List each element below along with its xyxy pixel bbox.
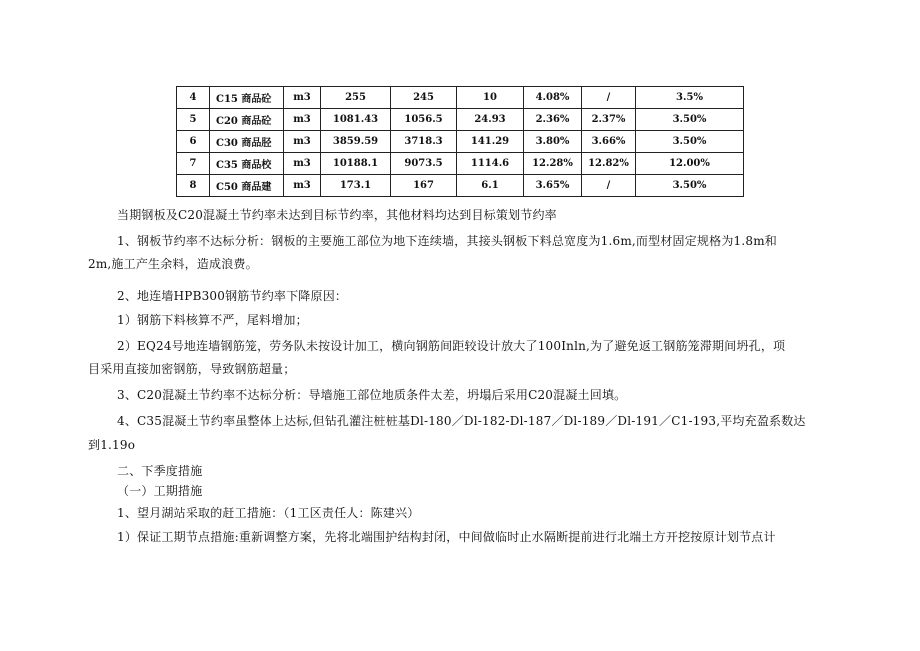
c20-analysis: 3、C20混凝土节约率不达标分析：导墙施工部位地质条件太差，坍塌后采用C20混凝土回填。 bbox=[117, 388, 627, 402]
table-cell: 3.66% bbox=[582, 131, 636, 153]
table-row bbox=[177, 109, 744, 131]
schedule-measure-1: 1、望月湖站采取的赶工措施：（1工区责任人：陈建兴） bbox=[117, 506, 420, 520]
table-cell: C30 商品胫 bbox=[210, 131, 284, 153]
table-cell: 12.82% bbox=[582, 153, 636, 175]
table-cell: 2.37% bbox=[582, 109, 636, 131]
table-cell: 3.65% bbox=[524, 175, 582, 197]
table-cell: 245 bbox=[391, 87, 457, 109]
schedule-measure-detail: 1）保证工期节点措施:重新调整方案，先将北端围护结构封闭，中间做临时止水隔断提前进行北端土方开挖按原计划节点计 bbox=[117, 530, 776, 544]
material-savings-table bbox=[176, 86, 744, 197]
table-cell: 1081.43 bbox=[321, 109, 391, 131]
rebar-reason-heading: 2、地连墙HPB300钢筋节约率下降原因： bbox=[117, 289, 348, 303]
table-cell: 3.80% bbox=[524, 131, 582, 153]
rebar-reason-2: 2）EQ24号地连墙钢筋笼，劳务队未按设计加工，横向钢筋间距较设计放大了100Inln,为了避免返工钢筋笼滞期间坍孔，项 bbox=[117, 339, 786, 353]
section-heading: 二、下季度措施 bbox=[117, 464, 203, 478]
table-row bbox=[177, 153, 744, 175]
table-cell: 3.50% bbox=[636, 109, 744, 131]
table-cell: 255 bbox=[321, 87, 391, 109]
table-cell: 2.36% bbox=[524, 109, 582, 131]
table-cell: 10188.1 bbox=[321, 153, 391, 175]
table-cell: C20 商品砼 bbox=[210, 109, 284, 131]
table-cell: 1056.5 bbox=[391, 109, 457, 131]
table-cell: 6.1 bbox=[457, 175, 524, 197]
table-cell: m3 bbox=[284, 87, 321, 109]
table-cell: C50 商品建 bbox=[210, 175, 284, 197]
table-cell: 1114.6 bbox=[457, 153, 524, 175]
table-cell: 4 bbox=[177, 87, 210, 109]
table-cell: 167 bbox=[391, 175, 457, 197]
c35-analysis: 4、C35混凝土节约率虽整体上达标,但钻孔灌注桩桩基Dl-180／Dl-182-Dl-187／Dl-189／Dl-191／C1-193,平均充盈系数达 bbox=[117, 414, 806, 428]
table-cell: 8 bbox=[177, 175, 210, 197]
table-cell: 173.1 bbox=[321, 175, 391, 197]
steel-plate-analysis-cont: 2m,施工产生余料，造成浪费。 bbox=[88, 257, 258, 271]
table-cell: 24.93 bbox=[457, 109, 524, 131]
table-cell: 4.08% bbox=[524, 87, 582, 109]
table-cell: 3.5% bbox=[636, 87, 744, 109]
table-cell: m3 bbox=[284, 109, 321, 131]
table-cell: 6 bbox=[177, 131, 210, 153]
table-row bbox=[177, 175, 744, 197]
table-cell: / bbox=[582, 87, 636, 109]
subsection-heading: （一）工期措施 bbox=[117, 484, 203, 498]
table-cell: C15 商品砼 bbox=[210, 87, 284, 109]
table-cell: 12.00% bbox=[636, 153, 744, 175]
rebar-reason-1: 1）钢筋下料核算不严，尾料增加； bbox=[117, 313, 308, 327]
rebar-reason-2-cont: 目采用直接加密钢筋，导致钢筋超量； bbox=[88, 362, 296, 376]
table-cell: / bbox=[582, 175, 636, 197]
table-cell: 3718.3 bbox=[391, 131, 457, 153]
table-cell: m3 bbox=[284, 131, 321, 153]
table-cell: 10 bbox=[457, 87, 524, 109]
table-cell: 9073.5 bbox=[391, 153, 457, 175]
table-cell: 12.28% bbox=[524, 153, 582, 175]
table-cell: 3859.59 bbox=[321, 131, 391, 153]
table-cell: 3.50% bbox=[636, 175, 744, 197]
table-cell: 141.29 bbox=[457, 131, 524, 153]
table-cell: C35 商品校 bbox=[210, 153, 284, 175]
table-row bbox=[177, 131, 744, 153]
table-cell: m3 bbox=[284, 175, 321, 197]
table-cell: 3.50% bbox=[636, 131, 744, 153]
summary-paragraph: 当期钢板及C20混凝土节约率未达到目标节约率，其他材料均达到目标策划节约率 bbox=[117, 208, 557, 222]
steel-plate-analysis: 1、钢板节约率不达标分析：钢板的主要施工部位为地下连续墙，其接头钢板下料总宽度为1.6m,而型材固定规格为1.8m和 bbox=[117, 234, 777, 248]
table-cell: 5 bbox=[177, 109, 210, 131]
c35-analysis-cont: 到1.19o bbox=[88, 438, 136, 452]
table-cell: m3 bbox=[284, 153, 321, 175]
table-row bbox=[177, 87, 744, 109]
table-cell: 7 bbox=[177, 153, 210, 175]
